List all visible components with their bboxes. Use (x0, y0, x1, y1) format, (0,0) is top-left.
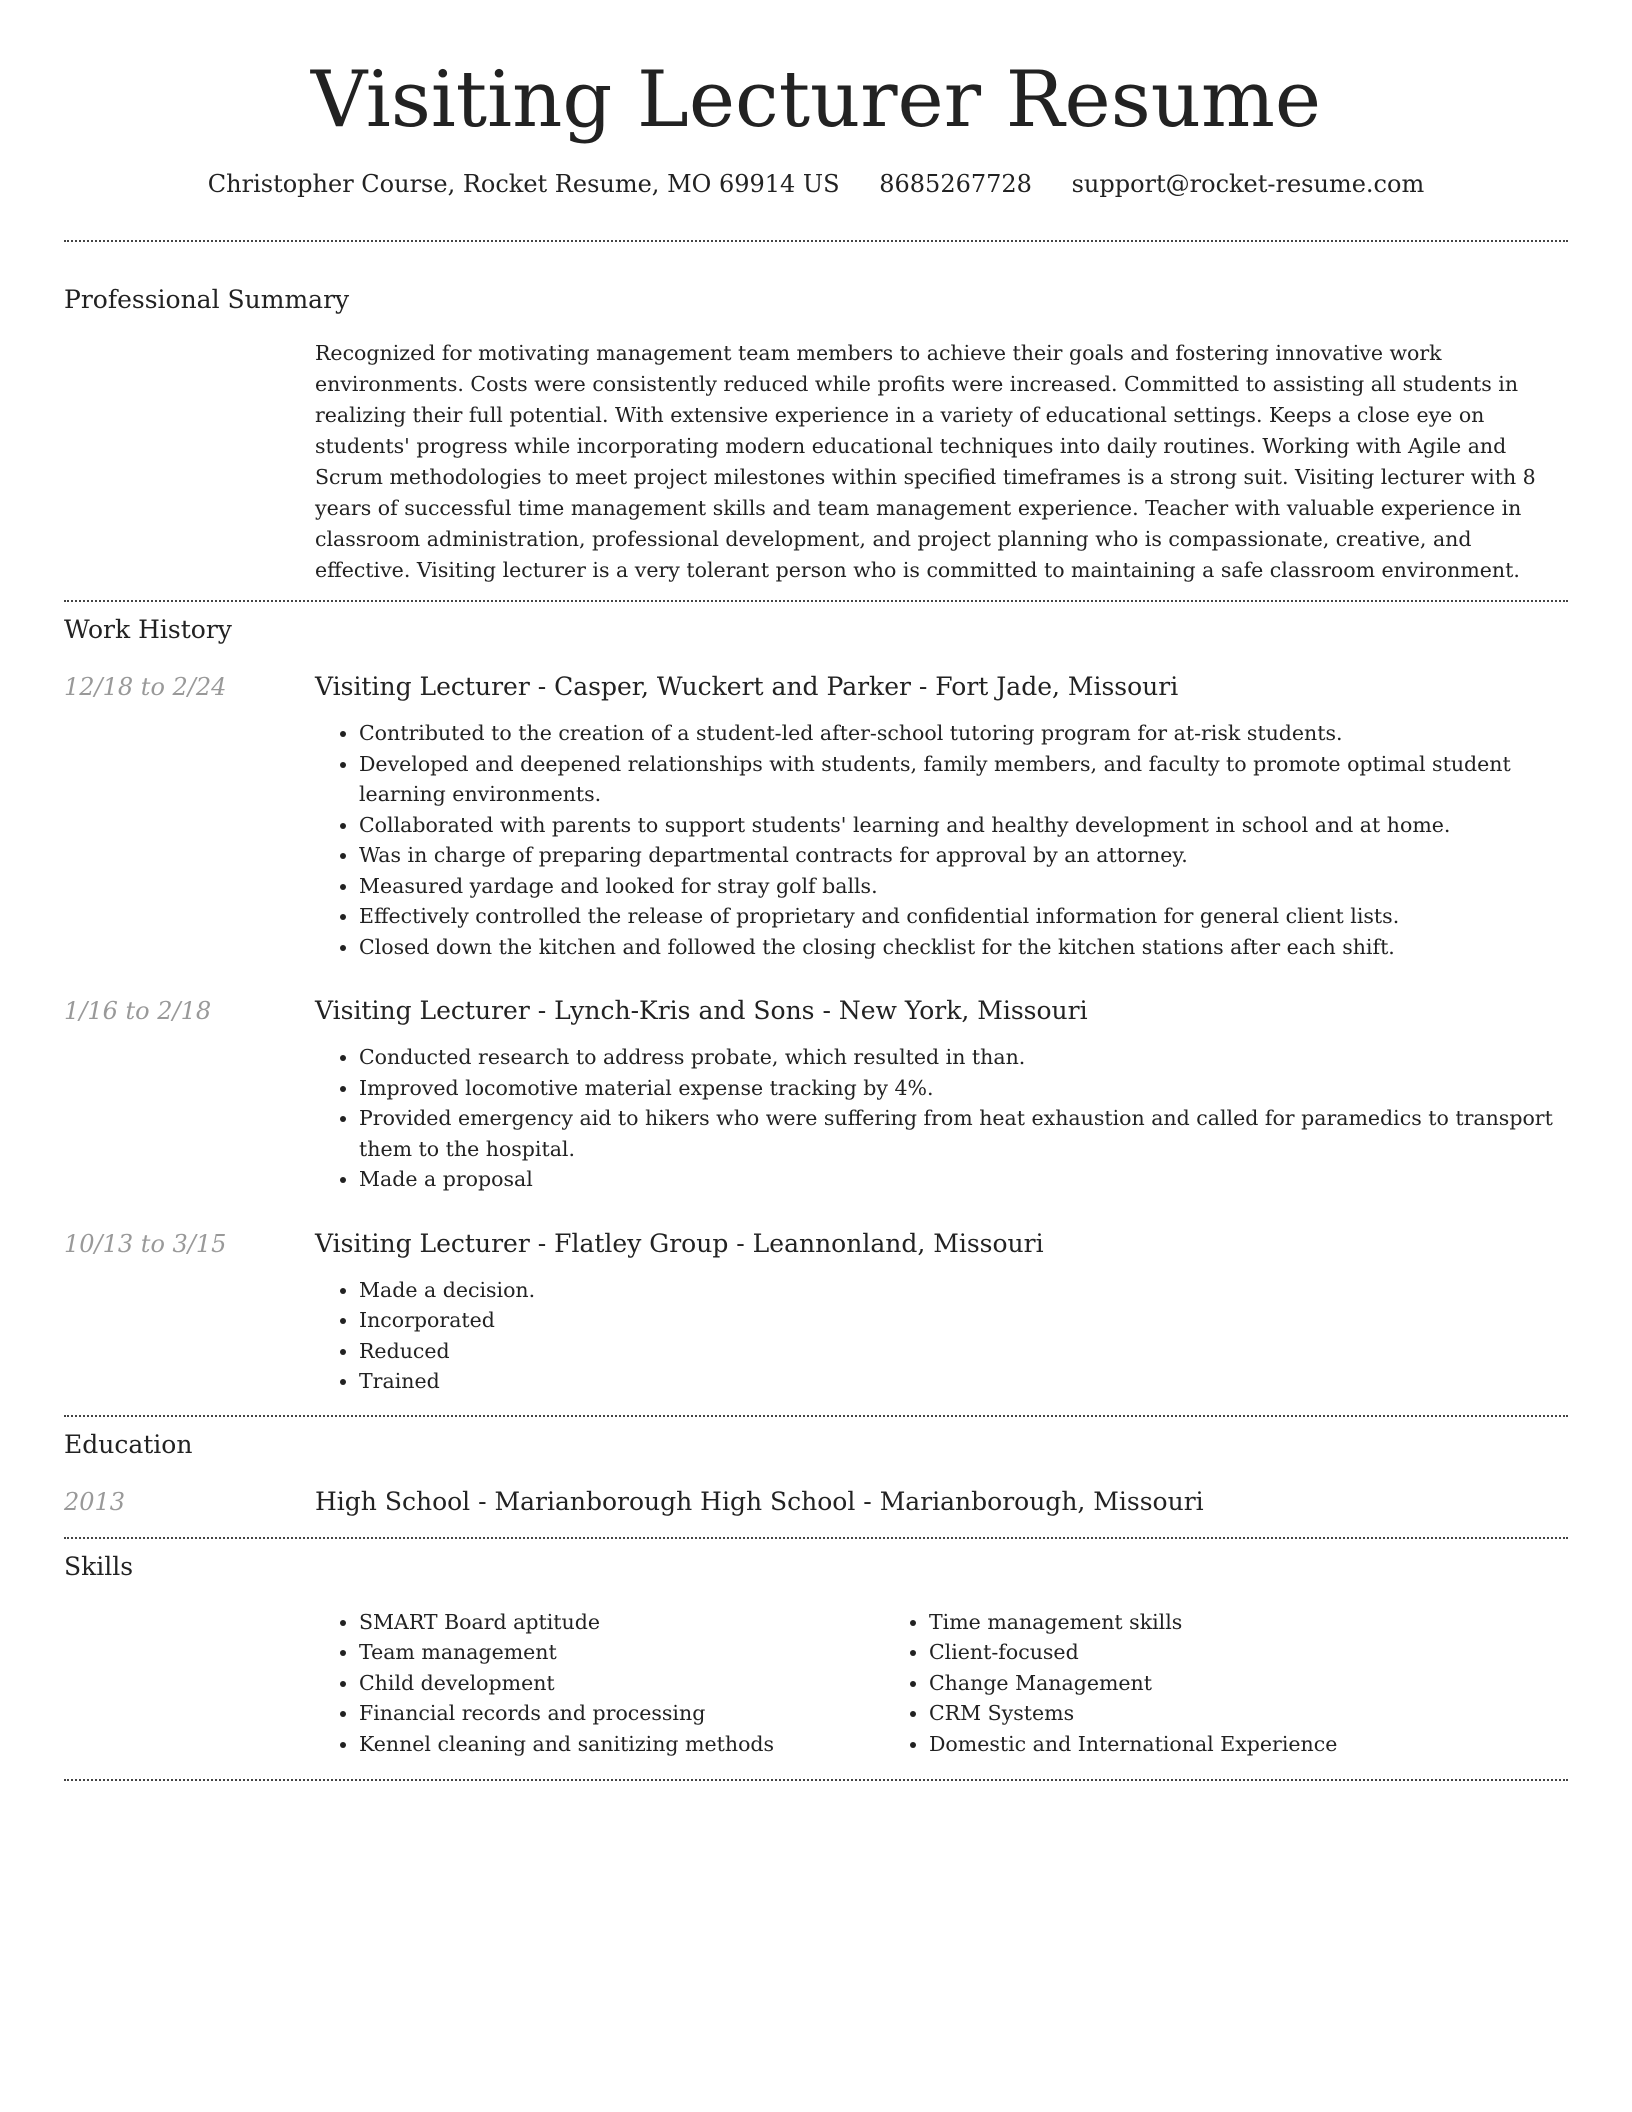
skills-list-left (315, 1607, 885, 1760)
list-item: • Provided emergency aid to hikers who were suffering from heat exhaustion and called for paramedics to transport them to the hospital. (359, 1103, 1568, 1164)
list-item: • Was in charge of preparing departmental contracts for approval by an attorney. (359, 840, 1568, 871)
skills-section (64, 1539, 1568, 1780)
list-item: • Change Management (929, 1668, 1455, 1699)
job-dates: 10/13 to 3/15 (64, 1229, 227, 1258)
list-item: • Measured yardage and looked for stray golf balls. (359, 871, 1568, 902)
list-item: • SMART Board aptitude (359, 1607, 885, 1638)
contact-phone: 8685267728 (879, 170, 1032, 198)
list-item: • Time management skills (929, 1607, 1455, 1638)
summary-heading: Professional Summary (64, 285, 350, 314)
job-dates: 12/18 to 2/24 (64, 673, 227, 701)
education-heading-line: High School - Marianborough High School - Marianborough, Missouri (315, 1486, 1204, 1516)
job-body (315, 1227, 1568, 1397)
education-section (64, 1417, 1568, 1537)
job-bullets (315, 1042, 1568, 1195)
summary-text: Recognized for motivating management team members to achieve their goals and fostering innovative work environments. Costs were consistently reduced while profits were increased. Committed to assisting all students in realizing their full potential. With extensive experience in a variety of educational settings. Keeps a close eye on students' progress while incorporating modern educational techniques into daily routines. Working with Agile and Scrum methodologies to meet project milestones within specified timeframes is a strong suit. Visiting lecturer with 8 years of successful time management skills and team management experience. Teacher with valuable experience in classroom administration, professional development, and project planning who is compassionate, creative, and effective. Visiting lecturer is a very tolerant person who is committed to maintaining a safe classroom environment. (315, 341, 1536, 582)
summary-section (64, 284, 1568, 600)
job-heading: Visiting Lecturer - Lynch-Kris and Sons - New York, Missouri (315, 996, 1088, 1025)
list-item: • Client-focused (929, 1637, 1455, 1668)
list-item: • Collaborated with parents to support students' learning and healthy development in school and at home. (359, 810, 1568, 841)
contact-email: support@rocket-resume.com (1071, 170, 1425, 198)
list-item: • Developed and deepened relationships with students, family members, and faculty to promote optimal student learning environments. (359, 749, 1568, 810)
list-item: • Incorporated (359, 1305, 1568, 1336)
job-entry (64, 1227, 1568, 1397)
work-history-heading: Work History (64, 615, 232, 644)
list-item: • Team management (359, 1637, 885, 1668)
skills-grid (315, 1607, 1568, 1760)
job-body (315, 670, 1568, 962)
list-item: • CRM Systems (929, 1698, 1455, 1729)
education-entry (64, 1485, 1568, 1519)
job-bullets (315, 718, 1568, 962)
contact-line (64, 168, 1568, 200)
job-entry (64, 994, 1568, 1195)
list-item: • Effectively controlled the release of proprietary and confidential information for general client lists. (359, 901, 1568, 932)
list-item: • Contributed to the creation of a student-led after-school tutoring program for at-risk students. (359, 718, 1568, 749)
contact-address: Christopher Course, Rocket Resume, MO 69914 US (207, 170, 840, 198)
job-dates: 1/16 to 2/18 (64, 997, 212, 1025)
skills-heading: Skills (64, 1551, 134, 1581)
list-item: • Financial records and processing (359, 1698, 885, 1729)
job-body (315, 994, 1568, 1195)
list-item: • Made a proposal (359, 1164, 1568, 1195)
list-item: • Kennel cleaning and sanitizing methods (359, 1729, 885, 1760)
skills-list-right (885, 1607, 1455, 1760)
education-body (315, 1485, 1568, 1519)
list-item: • Reduced (359, 1336, 1568, 1367)
job-heading: Visiting Lecturer - Flatley Group - Leannonland, Missouri (315, 1228, 1044, 1258)
work-history-section (64, 602, 1568, 1415)
job-entry (64, 670, 1568, 962)
education-heading: Education (64, 1429, 193, 1459)
list-item: • Child development (359, 1668, 885, 1699)
list-item: • Domestic and International Experience (929, 1729, 1455, 1760)
education-year: 2013 (64, 1487, 126, 1516)
job-bullets (315, 1275, 1568, 1397)
resume-title: Visiting Lecturer Resume (310, 55, 1322, 145)
list-item: • Trained (359, 1366, 1568, 1397)
section-divider (64, 1779, 1568, 1781)
job-heading: Visiting Lecturer - Casper, Wuckert and Parker - Fort Jade, Missouri (315, 672, 1179, 701)
section-divider (64, 240, 1568, 242)
list-item: • Closed down the kitchen and followed the closing checklist for the kitchen stations after each shift. (359, 932, 1568, 963)
list-item: • Made a decision. (359, 1275, 1568, 1306)
list-item: • Improved locomotive material expense tracking by 4%. (359, 1073, 1568, 1104)
list-item: • Conducted research to address probate, which resulted in than. (359, 1042, 1568, 1073)
